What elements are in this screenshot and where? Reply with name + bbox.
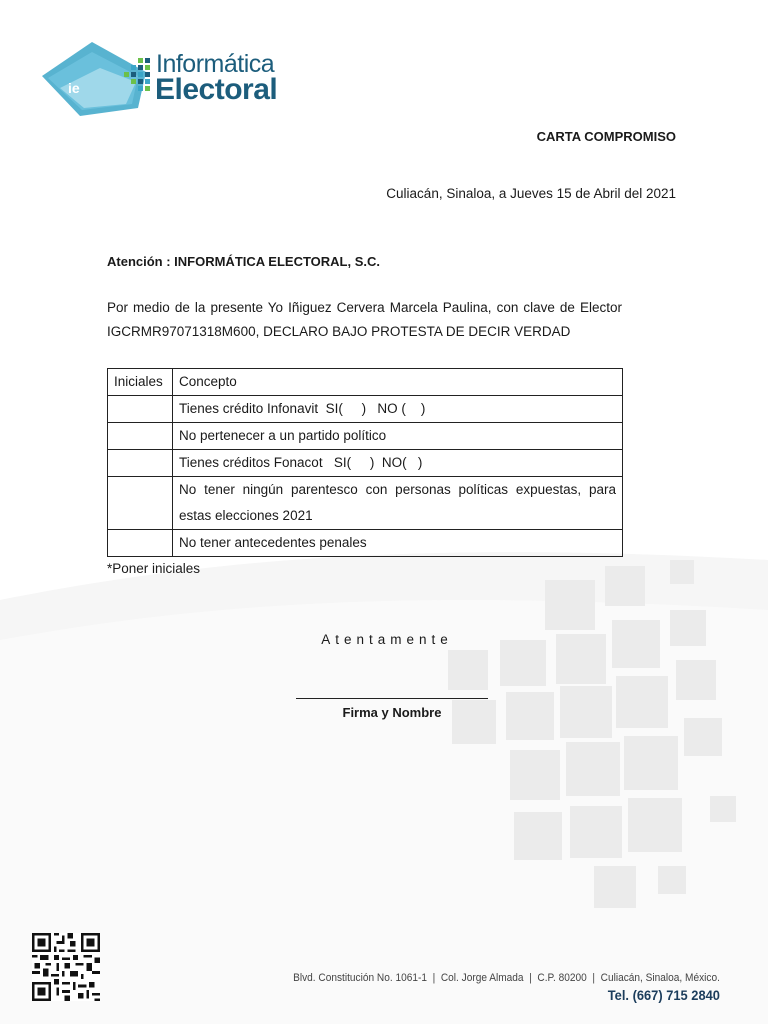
initials-cell[interactable] [108, 530, 173, 557]
concept-cell: Tienes crédito Infonavit SI( ) NO ( ) [173, 396, 623, 423]
signature-line [296, 698, 488, 699]
table-row [108, 477, 623, 530]
table-row [108, 530, 623, 557]
footer-address: Blvd. Constitución No. 1061-1 | Col. Jorge Almada | C.P. 80200 | Culiacán, Sinaloa, México. [293, 972, 720, 984]
table-row [108, 423, 623, 450]
logo-text-line1: Informática [156, 50, 275, 78]
table-header-row [108, 369, 623, 396]
table-row [108, 450, 623, 477]
initials-cell[interactable] [108, 477, 173, 530]
document-date: Culiacán, Sinaloa, a Jueves 15 de Abril del 2021 [386, 186, 676, 201]
concept-cell: No tener antecedentes penales [173, 530, 623, 557]
initials-cell[interactable] [108, 396, 173, 423]
logo-badge: ie [68, 80, 80, 96]
intro-paragraph [107, 296, 622, 344]
signature-label: Firma y Nombre [342, 705, 442, 720]
commitment-table [107, 368, 623, 557]
concept-cell: No pertenecer a un partido político [173, 423, 623, 450]
footer-phone: Tel. (667) 715 2840 [607, 987, 720, 1003]
closing-regards: Atentamente [321, 632, 453, 647]
concept-cell: Tienes créditos Fonacot SI( ) NO( ) [173, 450, 623, 477]
logo-text-line2: Electoral [155, 73, 278, 106]
header-concept: Concepto [173, 369, 623, 396]
header-initials: Iniciales [108, 369, 173, 396]
document-title: CARTA COMPROMISO [536, 129, 676, 144]
initials-cell[interactable] [108, 423, 173, 450]
qr-code[interactable] [32, 932, 100, 1002]
initials-note: *Poner iniciales [107, 561, 201, 576]
intro-text: Por medio de la presente Yo Iñiguez Cervera Marcela Paulina, con clave de Elector IGCRMR97071318M600, DECLARO BAJO PROTESTA DE DECIR VERDAD [107, 300, 622, 339]
attention-line: Atención : INFORMÁTICA ELECTORAL, S.C. [107, 254, 380, 269]
initials-cell[interactable] [108, 450, 173, 477]
table-row [108, 396, 623, 423]
concept-cell: No tener ningún parentesco con personas políticas expuestas, para estas elecciones 2021 [173, 477, 623, 530]
